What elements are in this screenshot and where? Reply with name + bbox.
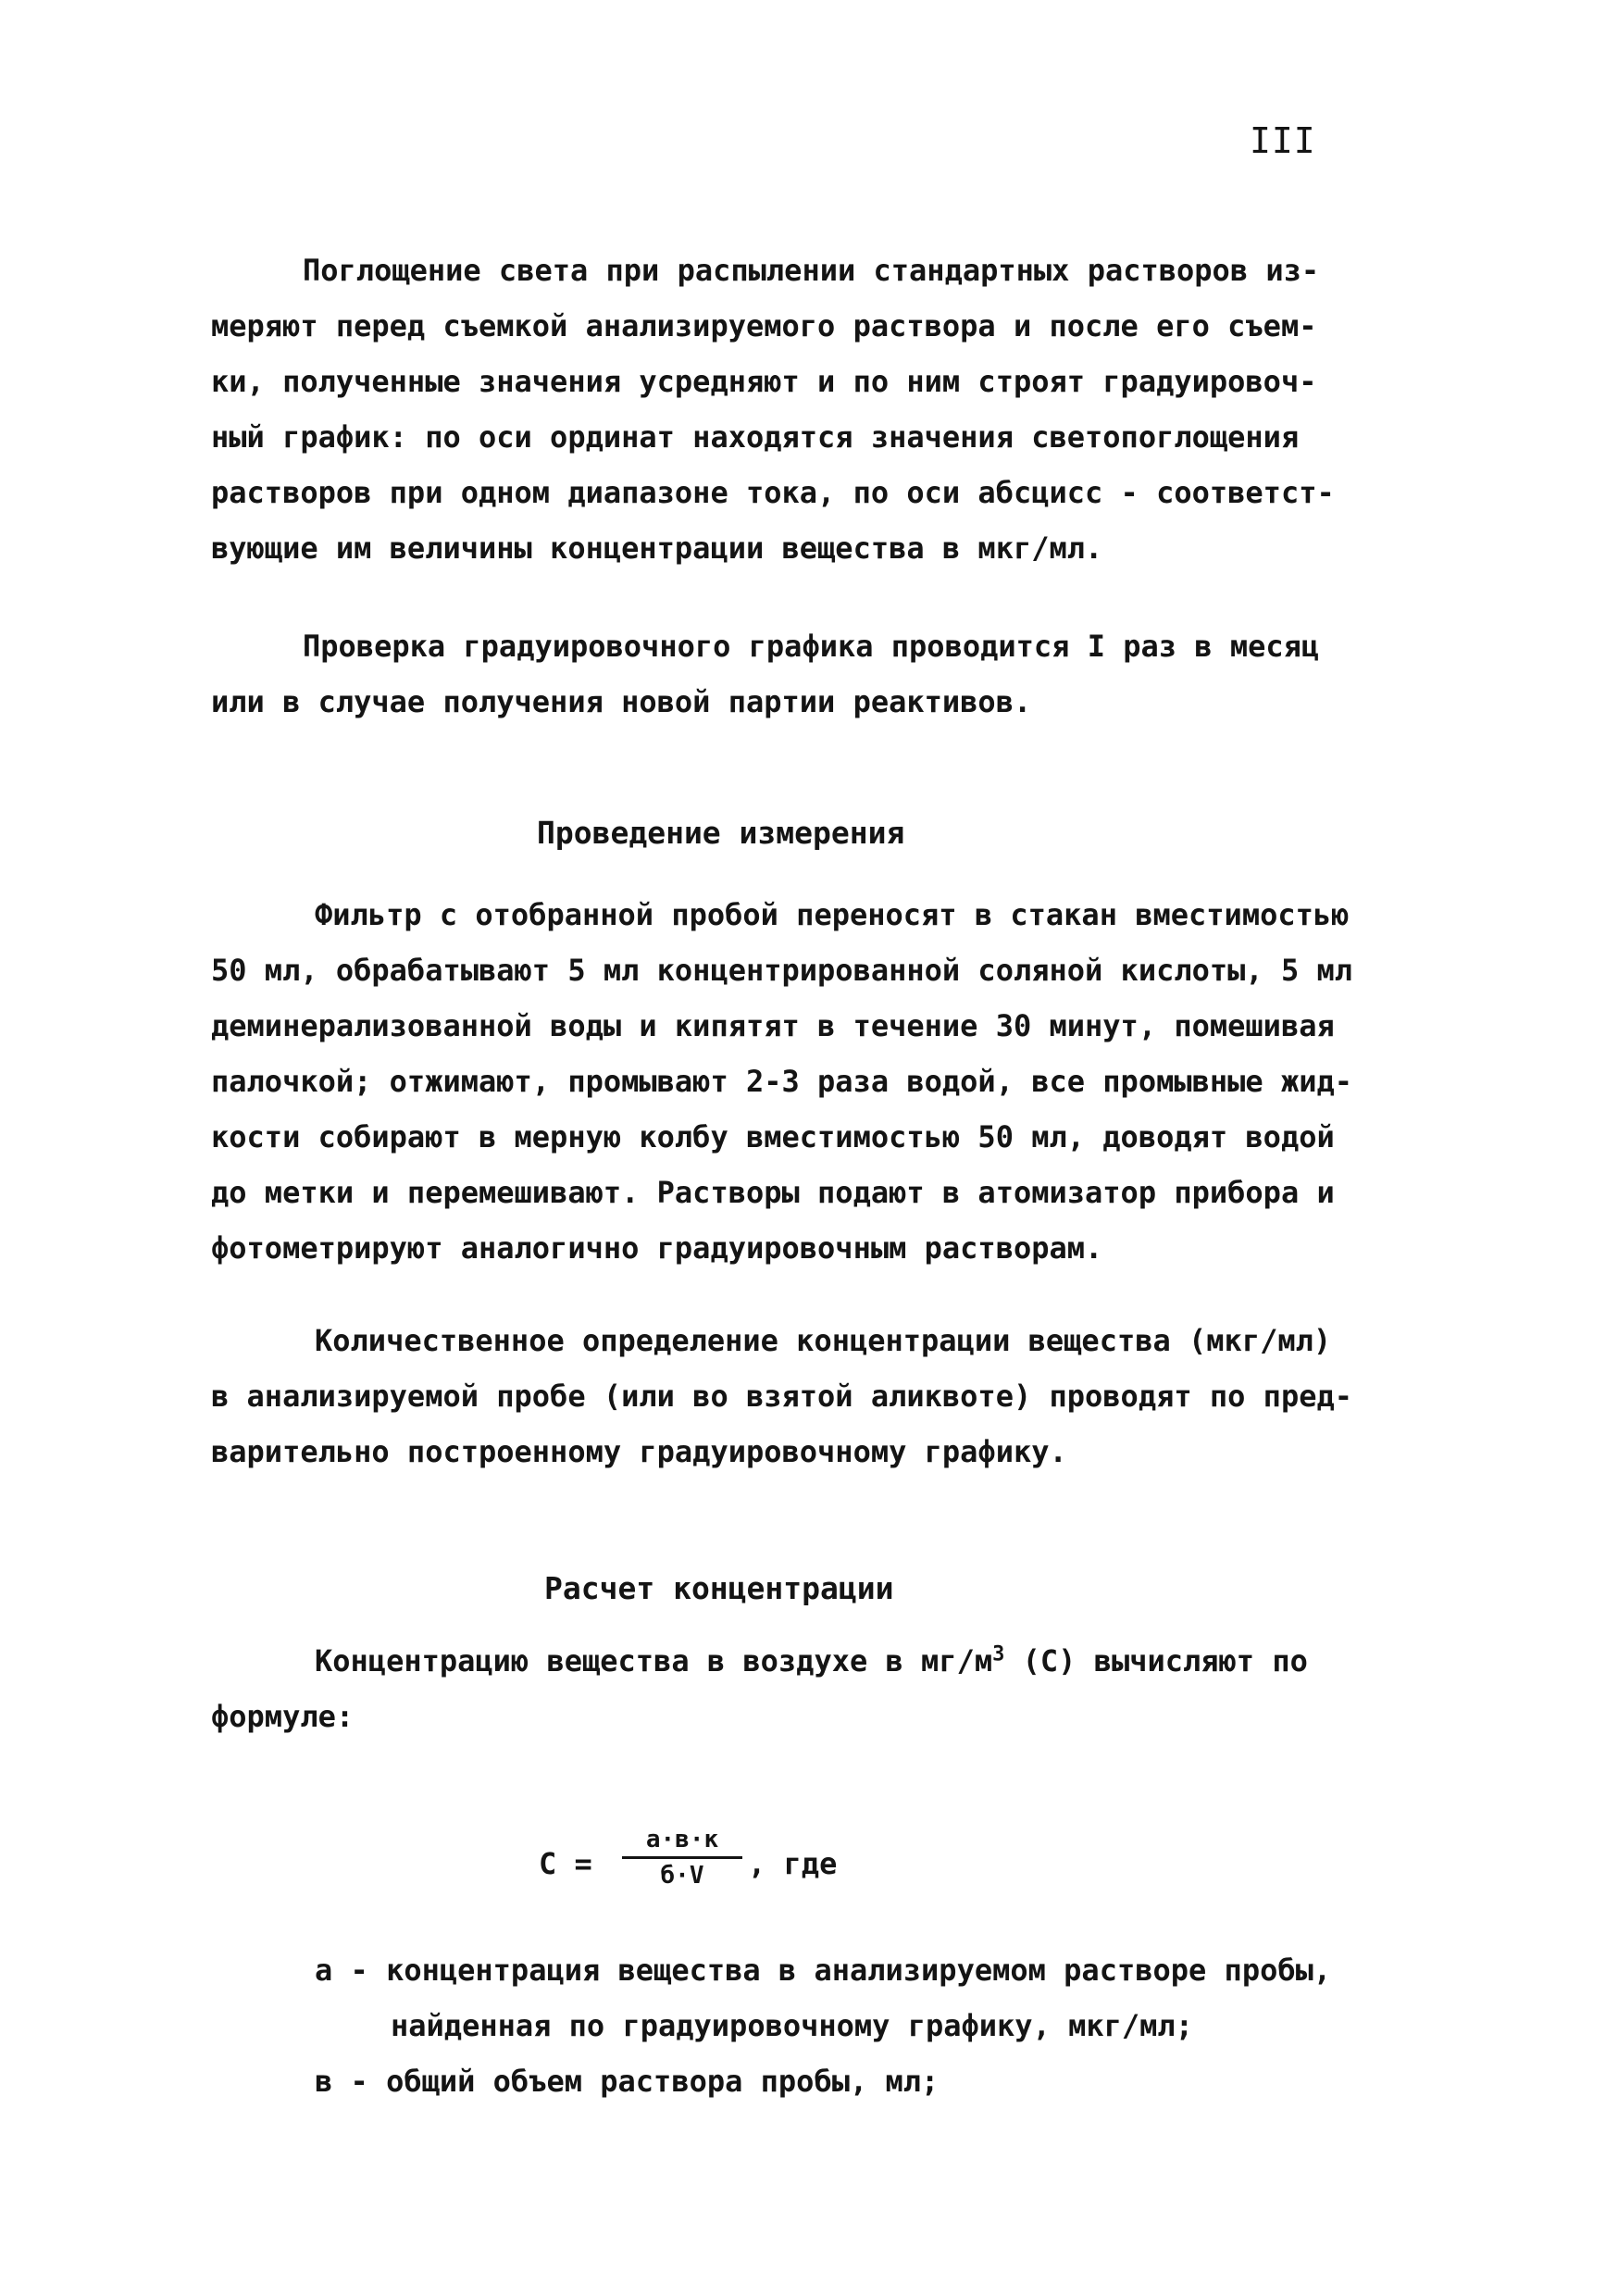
- definition-b: в - общий объем раствора пробы, мл;: [315, 2064, 940, 2099]
- text-line: 50 мл, обрабатывают 5 мл концентрированной соляной кислоты, 5 мл: [211, 953, 1352, 988]
- text-line: фотометрируют аналогично градуировочным растворам.: [211, 1230, 1103, 1266]
- text-line: варительно построенному градуировочному графику.: [211, 1434, 1067, 1469]
- formula-definitions: [315, 1942, 1331, 2109]
- superscript: 3: [992, 1642, 1005, 1666]
- formula-tail: , где: [748, 1846, 838, 1881]
- text-line: Количественное определение концентрации вещества (мкг/мл): [315, 1323, 1332, 1358]
- section-heading-measurement: Проведение измерения: [537, 815, 905, 851]
- text-line: палочкой; отжимают, промывают 2-3 раза водой, все промывные жид-: [211, 1064, 1352, 1099]
- text-line: растворов при одном диапазоне тока, по оси абсцисс - соответст-: [211, 475, 1335, 510]
- formula-numerator: а·в·к: [645, 1826, 719, 1853]
- text-line: ный график: по оси ординат находятся значения светопоглощения: [211, 419, 1300, 455]
- text-line: формуле:: [211, 1699, 355, 1734]
- paragraph-concentration-formula-intro: [211, 1633, 1308, 1744]
- page-number: III: [1250, 120, 1316, 161]
- text-line: ки, полученные значения усредняют и по ним строят градуировоч-: [211, 364, 1317, 399]
- formula-denominator: б·V: [660, 1862, 704, 1890]
- definition-a-continued: найденная по градуировочному графику, мкг/мл;: [391, 2008, 1193, 2043]
- definition-a: а - концентрация вещества в анализируемом растворе пробы,: [315, 1953, 1332, 1988]
- text-line: меряют перед съемкой анализируемого раствора и после его съем-: [211, 308, 1317, 343]
- text-line: [211, 1633, 1308, 1689]
- paragraph-quantitative-determination: [211, 1313, 1352, 1479]
- fraction-bar: [622, 1856, 742, 1859]
- text-line: до метки и перемешивают. Растворы подают в атомизатор прибора и: [211, 1175, 1335, 1210]
- section-heading-calculation: Расчет концентрации: [544, 1570, 894, 1606]
- text-line: в анализируемой пробе (или во взятой аликвоте) проводят по пред-: [211, 1379, 1352, 1414]
- paragraph-measurement-procedure: [211, 887, 1352, 1276]
- paragraph-calibration-check: [211, 618, 1319, 730]
- text-line: Проверка градуировочного графика проводится I раз в месяц: [303, 629, 1320, 664]
- text-line: Фильтр с отобранной пробой переносят в стакан вместимостью: [315, 897, 1350, 932]
- text-fragment: (С) вычисляют по: [1004, 1643, 1308, 1678]
- text-line: вующие им величины концентрации вещества в мкг/мл.: [211, 530, 1103, 566]
- text-line: или в случае получения новой партии реактивов.: [211, 684, 1032, 719]
- text-fragment: Концентрацию вещества в воздухе в мг/м: [315, 1643, 993, 1678]
- formula-fraction: [622, 1826, 742, 1890]
- formula-lhs: С =: [539, 1846, 592, 1881]
- text-line: Поглощение света при распылении стандартных растворов из-: [303, 253, 1320, 288]
- text-line: деминерализованной воды и кипятят в течение 30 минут, помешивая: [211, 1008, 1335, 1043]
- paragraph-absorption: [211, 243, 1335, 576]
- text-line: кости собирают в мерную колбу вместимостью 50 мл, доводят водой: [211, 1119, 1335, 1154]
